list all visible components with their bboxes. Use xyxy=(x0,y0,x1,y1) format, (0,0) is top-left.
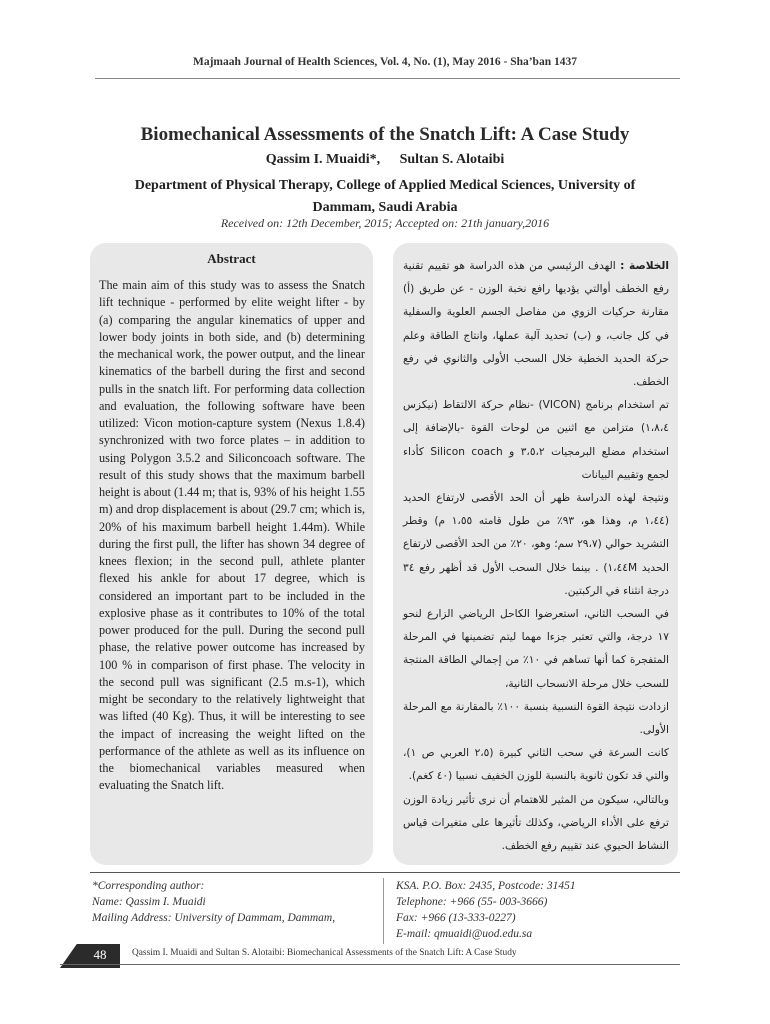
article-title: Biomechanical Assessments of the Snatch Lift: A Case Study xyxy=(140,124,630,145)
english-abstract-text: The main aim of this study was to assess the Snatch lift technique - performed by elite weight lifter - by (a) comparing the angular kinematics of upper and lower body joints in both side, and (b) determining the mechanical work, the power output, and the linear kinematics of the barbell during the first and second pulls in the snatch lift. For performing data collection and evaluation, the following software have been utilized: Vicon motion-capture system (Nexus 1.8.4) synchronized with two force plates – in addition to using Polygon 3.5.2 and Siliconcoach software. The result of this study shows that the maximum barbell height is about (1.44 m; that is, 93% of his height 1.55 m) and drop displacement is about (29.7 cm; which is, 20% of his maximum barbell height 1.44m). While during the first pull, the lifter has shown 34 degree of knees flexion; in the second pull, athlete planter flexed his ankle for about 17 degree, which is considered an important part to be included in the explosive phase as it contributes to 10% of the total power produced for the pull. During the second pull phase, the relative power outcome has increased by 100 % in comparison of first phase. The velocity in the second pull was significant (2.5 m.s-1), which might be secondary to the relatively lightweight that was lifted (40 Kg). Thus, it will be interesting to see the impact of increasing the weight lifted on the performance of the athlete as well as its influence on the biomechanical variables measured when evaluating the Snatch lift. xyxy=(99,278,365,793)
author-1: Qassim I. Muaidi*, xyxy=(265,152,381,167)
english-abstract-panel xyxy=(90,243,373,865)
arabic-paragraph: الخلاصة : الهدف الرئيسي من هذه الدراسة هو تقييم تقنية رفع الخطف أوالتي يؤديها رافع نخبة الوزن - عن طريق (أ) مقارنة حركيات الزوي من مفاصل الجسم العلوية والسفلية في كل جانب، و (ب) تحديد آلية عملها، وانتاج الطاقة وعلم حركة الحديد الخطية خلال السحب الأولى والثانوي في رفع الخطف. xyxy=(403,260,670,389)
email-link[interactable]: E-mail: qmuaidi@uod.edu.sa xyxy=(396,928,533,940)
arabic-paragraph: كانت السرعة في سحب الثاني كبيرة (٢،٥ العربي ص ١)، والتي قد تكون ثانوية بالنسبة للوزن الخفيف نسبيا (٤٠ كغم). xyxy=(403,747,669,783)
footer-divider xyxy=(60,964,680,965)
arabic-paragraph: تم استخدام برنامج (VICON) -نظام حركة الالتقاط (نيكزس ١،٨،٤) متزامن مع اثنين من لوحات القوة -بالإضافة إلى استخدام مضلع البرمجيات ٣،٥،٢ و Silicon coach كأداء لجمع وتقييم البيانات xyxy=(403,399,670,481)
arabic-paragraph: ونتيجة لهذه الدراسة ظهر أن الحد الأقصى لارتفاع الحديد (١،٤٤ م، وهذا هو، ٩٣٪ من طول قامته ١،٥٥ م) وقطر التشريد حوالي (٢٩،٧ سم؛ وهو، ٢٠٪ من الحد الأقصى لارتفاع الحديد ١،٤٤M) . بينما خلال السحب الأول قد أظهر رفع ٣٤ درجة انثناء في الركبتين. xyxy=(403,492,669,597)
abstract-heading: Abstract xyxy=(207,251,256,266)
telephone: Telephone: +966 (55- 003-3666) xyxy=(396,896,548,908)
contact-details-block xyxy=(396,878,686,942)
received-accepted-dates: Received on: 12th December, 2015; Accepted on: 21th january,2016 xyxy=(220,216,550,230)
arabic-paragraph: ازدادت نتيجة القوة النسبية بنسبة ١٠٠٪ بالمقارنة مع المرحلة الأولى. xyxy=(403,700,669,737)
page-number: 48 xyxy=(93,947,107,962)
author-list xyxy=(0,152,770,168)
arabic-paragraph: في السحب الثاني، استعرضوا الكاحل الرياضي الزارع لنحو ١٧ درجة، والتي تعتبر جزءا مهما ليتم تضمينها في المرحلة المتفجرة كما أنها تساهم في ١٠٪ من إجمالي الطاقة المنتجة للسحب خلال مرحلة الانسحاب الثانية، xyxy=(403,608,669,690)
arabic-abstract-panel xyxy=(393,243,678,865)
arabic-abstract-label: الخلاصة : xyxy=(620,260,670,272)
corresponding-author-heading: *Corresponding author: xyxy=(92,880,205,892)
arabic-paragraph: وبالتالي، سيكون من المثير للاهتمام أن نرى تأثير زيادة الوزن ترفع على الأداء الرياضي، وكذلك تأثيرها على متغيرات قياس النشاط الحيوي عند تقييم رفع الخطف. xyxy=(403,793,669,853)
corresponding-author-name: Name: Qassim I. Muaidi xyxy=(92,896,206,908)
running-footer: Qassim I. Muaidi and Sultan S. Alotaibi: Biomechanical Assessments of the Snatch Lift: A Case Study xyxy=(132,948,517,958)
footnote-divider xyxy=(90,872,680,873)
corresponding-author-block xyxy=(92,878,392,926)
fax: Fax: +966 (13-333-0227) xyxy=(396,912,516,924)
mailing-address: Mailing Address: University of Dammam, Dammam, xyxy=(92,912,336,924)
header-divider xyxy=(95,78,680,79)
po-box: KSA. P.O. Box: 2435, Postcode: 31451 xyxy=(396,880,576,892)
contact-column-divider xyxy=(383,878,384,944)
affiliation: Department of Physical Therapy, College of Applied Medical Sciences, University of Dammam, Saudi Arabia xyxy=(134,178,636,215)
arabic-abstract-text xyxy=(403,255,669,858)
journal-header: Majmaah Journal of Health Sciences, Vol. 4, No. (1), May 2016 - Sha’ban 1437 xyxy=(193,56,577,68)
author-2: Sultan S. Alotaibi xyxy=(399,152,505,167)
